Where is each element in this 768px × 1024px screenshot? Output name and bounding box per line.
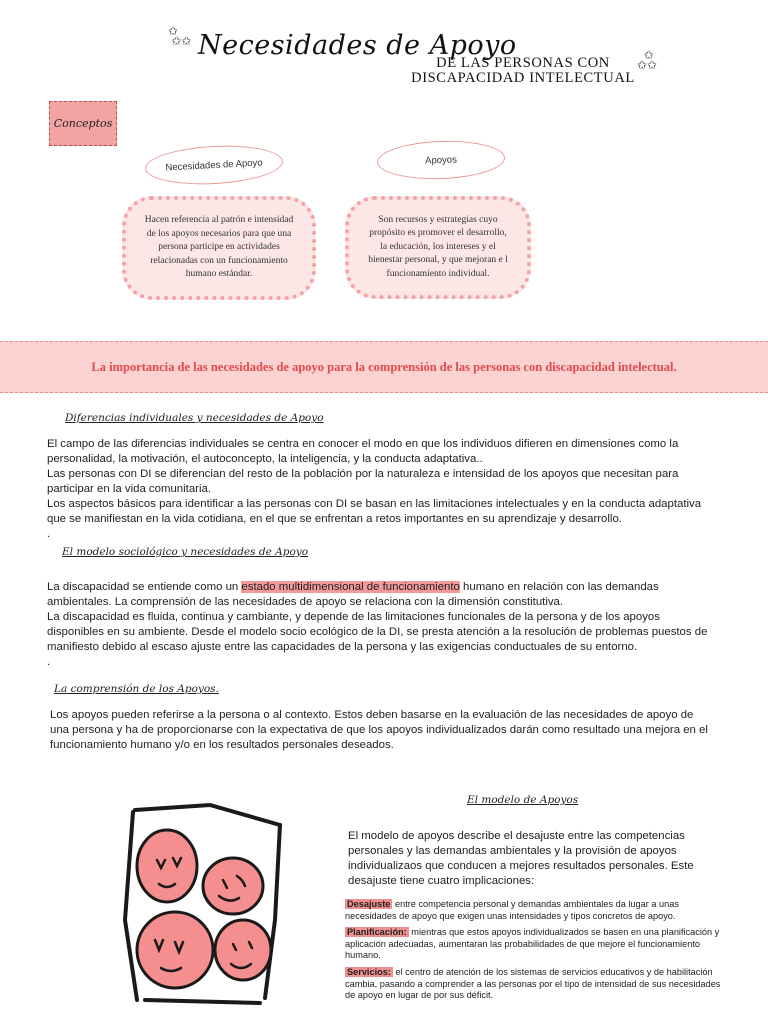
heading-diferencias: Diferencias individuales y necesidades de Apoyo bbox=[65, 412, 324, 424]
highlight-estado-multidimensional: estado multidimensional de funcionamiento bbox=[241, 581, 460, 593]
sociologico-p3: . bbox=[47, 656, 51, 668]
diferencias-p2: Las personas con DI se diferencian del resto de la población por la naturaleza e intensidad de los apoyos que necesitan para participar en la vida comunitaria. bbox=[47, 468, 679, 495]
concept-card-apoyos: Son recursos y estrategias cuyo propósito es promover el desarrollo, la educación, los intereses y el bienestar personal, y que mejoran e l funcionamiento individual. bbox=[345, 196, 531, 299]
modelo-intro: El modelo de apoyos describe el desajuste entre las competencias personales y las demandas ambientales y la provisión de apoyos individualizaos que conducen a mejores resultados personales. Este desajuste tiene cuatro implicaciones: bbox=[348, 830, 694, 887]
concept-title-necesidades: Necesidades de Apoyo bbox=[144, 142, 284, 187]
stars-decoration-right: ✩ ✩✩ bbox=[637, 48, 658, 72]
importance-banner: La importancia de las necesidades de apoyo para la comprensión de las personas con discapacidad intelectual. bbox=[0, 341, 768, 393]
implication-text-planificacion: mientras que estos apoyos individualizados se basen en una planificación y aplicación adecuadas, aumentaran las probabilidades de que mejore el funcionamiento humano. bbox=[345, 927, 720, 961]
implication-planificacion bbox=[345, 927, 725, 962]
stars-decoration-left: ✩ ✩✩ bbox=[168, 24, 192, 48]
implication-servicios bbox=[345, 967, 725, 1002]
sociologico-p1-pre: La discapacidad se entiende como un bbox=[47, 581, 242, 593]
implication-key-servicios: Servicios: bbox=[347, 967, 391, 977]
implication-text-servicios: el centro de atención de los sistemas de servicios educativos y de habilitación cambia, pasando a comprender a las personas por el tipo de intensidad de sus necesidades de apoyo en lugar de por sus déficit. bbox=[345, 967, 721, 1001]
subtitle-line-1: DE LAS PERSONAS CON bbox=[436, 55, 610, 71]
subtitle-line-2: DISCAPACIDAD INTELECTUAL bbox=[411, 70, 635, 86]
diferencias-p1: El campo de las diferencias individuales se centra en conocer el modo en que los individuos difieren en dimensiones como la personalidad, la motivación, el autoconcepto, la inteligencia, y la conducta adaptativa.. bbox=[47, 438, 679, 465]
sociologico-p2: La discapacidad es fluida, continua y cambiante, y depende de las limitaciones funcionales de la persona y de los apoyos disponibles en su ambiente. Desde el modelo socio ecológico de la DI, se presta atención a la resolución de problemas puestos de manifiesto debido al escaso ajuste entre las capacidades de la persona y las exigencias conductuales de su entorno. bbox=[47, 611, 708, 653]
sociologico-text bbox=[47, 580, 717, 670]
sociologico-p1-post: humano en relación con las demandas ambientales. La comprensión de las necesidades de apoyo se relaciona con la dimensión constitutiva. bbox=[47, 581, 659, 608]
concept-title-apoyos: Apoyos bbox=[376, 139, 505, 181]
implication-key-desajuste: Desajuste bbox=[347, 899, 391, 909]
diferencias-text bbox=[47, 437, 717, 542]
hugging-figures-illustration bbox=[115, 800, 290, 1010]
diferencias-p4: . bbox=[47, 528, 51, 540]
conceptos-label: Conceptos bbox=[49, 101, 117, 146]
comprension-p1: Los apoyos pueden referirse a la persona o al contexto. Estos deben basarse en la evaluación de las necesidades de apoyo de una persona y ha de proporcionarse con la expectativa de que los apoyos individualizados darán como resultado una mejora en el funcionamiento humano y/o en los resultados personales deseados. bbox=[50, 709, 708, 751]
page-subtitle bbox=[408, 56, 638, 86]
diferencias-p3: Los aspectos básicos para identificar a las personas con DI se basan en las limitaciones intelectuales y en la conducta adaptativa que se manifiestan en la vida cotidiana, en el que se enfrentan a retos importantes en su aprendizaje y desarrollo. bbox=[47, 498, 702, 525]
sociologico-p1 bbox=[47, 580, 717, 610]
heading-modelo-apoyos: El modelo de Apoyos bbox=[467, 794, 579, 806]
comprension-text bbox=[50, 708, 715, 753]
implication-desajuste bbox=[345, 899, 725, 922]
implication-key-planificacion: Planificación: bbox=[347, 927, 407, 937]
heading-sociologico: El modelo sociológico y necesidades de Apoyo bbox=[62, 546, 309, 558]
page-title: Necesidades de Apoyo bbox=[198, 30, 517, 61]
heading-comprension: La comprensión de los Apoyos. bbox=[54, 683, 219, 695]
concept-card-necesidades: Hacen referencia al patrón e intensidad de los apoyos necesarios para que una persona participe en actividades relacionadas con un funcionamiento humano estándar. bbox=[122, 196, 316, 300]
implication-text-desajuste: entre competencia personal y demandas ambientales da lugar a unas necesidades de apoyo que exigen unas intensidades y tipos concretos de apoyo. bbox=[345, 899, 679, 921]
